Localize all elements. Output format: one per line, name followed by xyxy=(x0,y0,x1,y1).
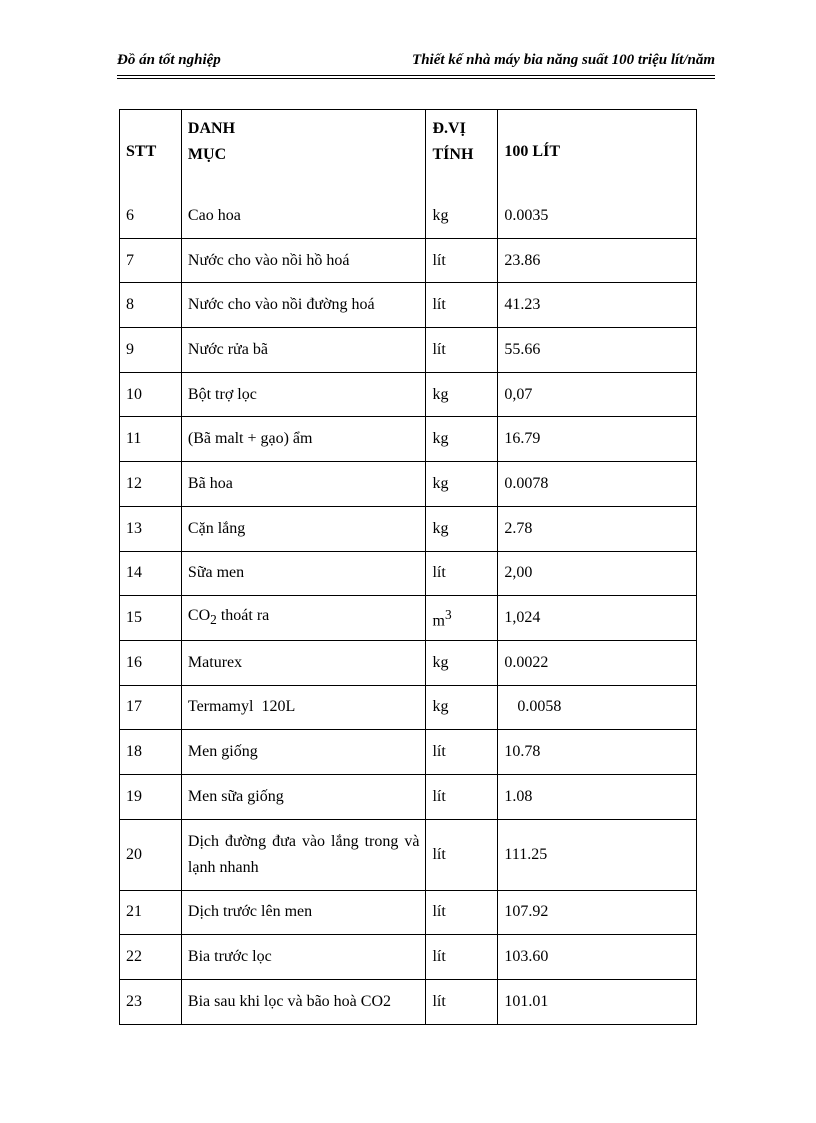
cell-value: 55.66 xyxy=(498,328,697,373)
cell-stt: 23 xyxy=(120,980,182,1025)
cell-unit: lít xyxy=(426,774,498,819)
cell-unit: kg xyxy=(426,462,498,507)
cell-unit: kg xyxy=(426,194,498,238)
table-row xyxy=(120,774,697,819)
cell-name: (Bã malt + gạo) ẩm xyxy=(181,417,426,462)
cell-value: 2,00 xyxy=(498,551,697,596)
cell-name: Bã hoa xyxy=(181,462,426,507)
cell-unit: lít xyxy=(426,328,498,373)
cell-stt: 11 xyxy=(120,417,182,462)
header-left-title: Đồ án tốt nghiệp xyxy=(117,52,221,68)
cell-name: Bột trợ lọc xyxy=(181,372,426,417)
table-row xyxy=(120,283,697,328)
header-name xyxy=(181,110,426,195)
co2-formula: CO xyxy=(187,606,211,624)
co2-label: thoát ra xyxy=(216,606,270,624)
cell-value: 1.08 xyxy=(498,774,697,819)
cell-stt: 6 xyxy=(120,194,182,238)
table-row xyxy=(120,328,697,373)
cell-stt: 17 xyxy=(120,685,182,730)
cell-stt: 22 xyxy=(120,935,182,980)
cell-unit: lít xyxy=(426,819,498,890)
material-table xyxy=(119,109,697,1025)
cell-unit: kg xyxy=(426,506,498,551)
cell-value: 0,07 xyxy=(498,372,697,417)
cell-stt: 14 xyxy=(120,551,182,596)
cell-value: 23.86 xyxy=(498,238,697,283)
cell-name: Nước cho vào nồi hồ hoá xyxy=(181,238,426,283)
table-row xyxy=(120,640,697,685)
table-row xyxy=(120,730,697,775)
co2-subscript: 2 xyxy=(210,612,217,628)
cell-unit: lít xyxy=(426,283,498,328)
cell-stt: 19 xyxy=(120,774,182,819)
cell-name: Men giống xyxy=(181,730,426,775)
table-row xyxy=(120,890,697,935)
cell-unit: lít xyxy=(426,935,498,980)
cell-stt: 13 xyxy=(120,506,182,551)
table-row xyxy=(120,596,697,641)
header-unit-line1: Đ.VỊ xyxy=(432,120,466,137)
cell-unit: lít xyxy=(426,890,498,935)
header-right-title: Thiết kế nhà máy bia năng suất 100 triệu lít/năm xyxy=(412,52,715,68)
table-row xyxy=(120,685,697,730)
header-unit xyxy=(426,110,498,195)
header-rule-thick xyxy=(117,75,715,76)
table-row xyxy=(120,551,697,596)
cell-value: 16.79 xyxy=(498,417,697,462)
cell-value: 103.60 xyxy=(498,935,697,980)
cell-stt: 8 xyxy=(120,283,182,328)
table-row xyxy=(120,417,697,462)
cell-value: 0.0058 xyxy=(498,685,697,730)
cell-stt: 10 xyxy=(120,372,182,417)
cell-name: Nước rửa bã xyxy=(181,328,426,373)
cell-name: Maturex xyxy=(181,640,426,685)
cell-value: 0.0022 xyxy=(498,640,697,685)
cell-unit: kg xyxy=(426,372,498,417)
header-name-line2: MỤC xyxy=(187,146,227,163)
cell-stt: 21 xyxy=(120,890,182,935)
cell-unit: lít xyxy=(426,238,498,283)
cell-stt: 9 xyxy=(120,328,182,373)
table-row xyxy=(120,194,697,238)
cell-name: Bia sau khi lọc và bão hoà CO2 xyxy=(181,980,426,1025)
cell-unit: kg xyxy=(426,417,498,462)
cell-value: 0.0078 xyxy=(498,462,697,507)
cell-stt: 12 xyxy=(120,462,182,507)
table-row xyxy=(120,372,697,417)
header-name-line1: DANH xyxy=(187,120,236,137)
table-row xyxy=(120,819,697,890)
cell-stt: 20 xyxy=(120,819,182,890)
cell-value: 1,024 xyxy=(498,596,697,641)
cell-name: Cặn lắng xyxy=(181,506,426,551)
header-value: 100 LÍT xyxy=(498,110,697,195)
table-row xyxy=(120,462,697,507)
table-row xyxy=(120,980,697,1025)
header-stt: STT xyxy=(120,110,182,195)
cell-unit: lít xyxy=(426,730,498,775)
cell-name: Dịch đường đưa vào lắng trong và lạnh nhanh xyxy=(181,819,426,890)
cell-name: Cao hoa xyxy=(181,194,426,238)
cell-name: Men sữa giống xyxy=(181,774,426,819)
cell-unit xyxy=(426,596,498,641)
cell-stt: 18 xyxy=(120,730,182,775)
cell-value: 41.23 xyxy=(498,283,697,328)
cell-stt: 15 xyxy=(120,596,182,641)
table-header-row xyxy=(120,110,697,195)
unit-base: m xyxy=(432,612,445,630)
header-rule-thin xyxy=(117,78,715,79)
cell-unit: lít xyxy=(426,980,498,1025)
cell-unit: kg xyxy=(426,685,498,730)
cell-value: 111.25 xyxy=(498,819,697,890)
cell-stt: 16 xyxy=(120,640,182,685)
cell-name: Dịch trước lên men xyxy=(181,890,426,935)
cell-value: 0.0035 xyxy=(498,194,697,238)
cell-value: 107.92 xyxy=(498,890,697,935)
table-row xyxy=(120,238,697,283)
cell-value: 2.78 xyxy=(498,506,697,551)
unit-superscript: 3 xyxy=(444,606,452,622)
table-row xyxy=(120,935,697,980)
cell-name: Bia trước lọc xyxy=(181,935,426,980)
cell-name: Termamyl 120L xyxy=(181,685,426,730)
cell-name xyxy=(181,596,426,641)
page-header xyxy=(117,52,715,74)
cell-name: Sữa men xyxy=(181,551,426,596)
cell-name: Nước cho vào nồi đường hoá xyxy=(181,283,426,328)
cell-stt: 7 xyxy=(120,238,182,283)
cell-unit: kg xyxy=(426,640,498,685)
header-unit-line2: TÍNH xyxy=(432,146,474,163)
table-row xyxy=(120,506,697,551)
cell-value: 101.01 xyxy=(498,980,697,1025)
cell-value: 10.78 xyxy=(498,730,697,775)
cell-unit: lít xyxy=(426,551,498,596)
